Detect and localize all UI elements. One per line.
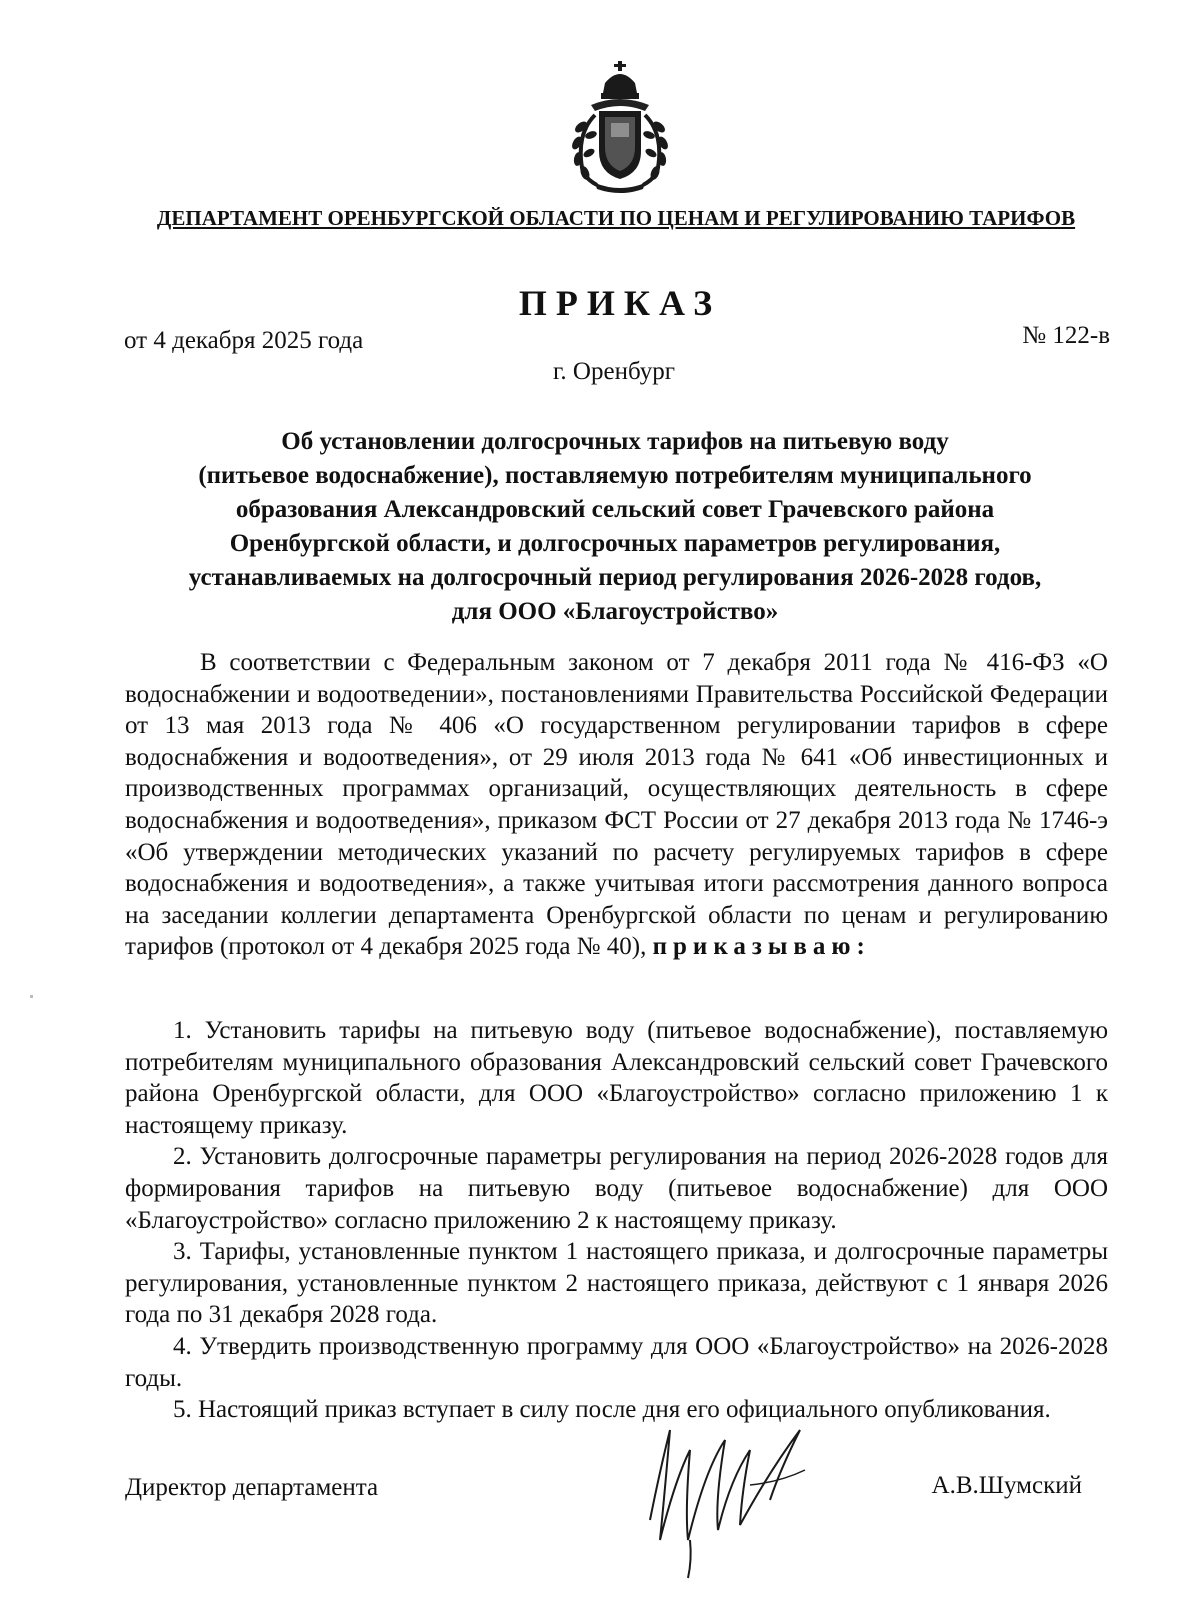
preamble-paragraph (125, 647, 1108, 963)
document-title: ПРИКАЗ (518, 283, 722, 323)
order-item: 1. Установить тарифы на питьевую воду (питьевое водоснабжение), поставляемую потребителям муниципального образования Александровский сельский совет Грачевского района Оренбургской области, для ООО «Благоустройство» согласно приложению 1 к настоящему приказу. (125, 1017, 1108, 1139)
subject-line: устанавливаемых на долгосрочный период регулирования 2026-2028 годов, (188, 564, 1042, 591)
order-item: 2. Установить долгосрочные параметры регулирования на период 2026-2028 годов для формирования тарифов на питьевую воду (питьевое водоснабжение) для ООО «Благоустройство» согласно приложению 2 к настоящему приказу. (125, 1143, 1108, 1234)
preamble-text: В соответствии с Федеральным законом от 7 декабря 2011 года № 416-ФЗ «О водоснабжении и водоотведении», постановлениями Правительства Российской Федерации от 13 мая 2013 года № 406 «О государственном регулировании тарифов в сфере водоснабжения и водоотведения», от 29 июля 2013 года № 641 «Об инвестиционных и производственных программах организаций, осуществляющих деятельность в сфере водоснабжения и водоотведения», приказом ФСТ России от 27 декабря 2013 года № 1746-э «Об утверждении методических указаний по расчету регулируемых тарифов в сфере водоснабжения и водоотведения», а также учитывая итоги рассмотрения данного вопроса на заседании коллегии департамента Оренбургской области по ценам и регулированию тарифов (протокол от 4 декабря 2025 года № 40), (125, 649, 1108, 961)
order-date: от 4 декабря 2025 года (124, 327, 364, 354)
subject-line: образования Александровский сельский совет Грачевского района (235, 496, 995, 523)
coat-of-arms-icon (565, 55, 675, 195)
order-item: 4. Утвердить производственную программу для ООО «Благоустройство» на 2026-2028 годы. (125, 1332, 1108, 1392)
scan-artifact (30, 995, 33, 998)
subject-line: (питьевое водоснабжение), поставляемую потребителям муниципального (198, 462, 1032, 489)
subject-line: для ООО «Благоустройство» (451, 598, 779, 625)
order-number: № 122-в (1022, 322, 1110, 349)
order-city: г. Оренбург (553, 358, 675, 385)
order-item: 5. Настоящий приказ вступает в силу после дня его официального опубликования. (173, 1396, 1051, 1424)
signature-icon (630, 1410, 830, 1580)
subject-line: Об установлении долгосрочных тарифов на питьевую воду (281, 428, 949, 455)
order-word: приказываю: (652, 933, 871, 961)
subject-line: Оренбургской области, и долгосрочных параметров регулирования, (229, 530, 1001, 557)
department-name: ДЕПАРТАМЕНТ ОРЕНБУРГСКОЙ ОБЛАСТИ ПО ЦЕНАМ И РЕГУЛИРОВАНИЮ ТАРИФОВ (156, 206, 1076, 230)
signer-name: А.В.Шумский (931, 1472, 1082, 1499)
signer-title: Директор департамента (125, 1474, 379, 1501)
order-subject (110, 425, 1120, 629)
order-items (125, 1015, 1108, 1426)
order-item: 3. Тарифы, установленные пунктом 1 настоящего приказа, и долгосрочные параметры регулирования, установленные пунктом 2 настоящего приказа, действуют с 1 января 2026 года по 31 декабря 2028 года. (125, 1238, 1108, 1329)
